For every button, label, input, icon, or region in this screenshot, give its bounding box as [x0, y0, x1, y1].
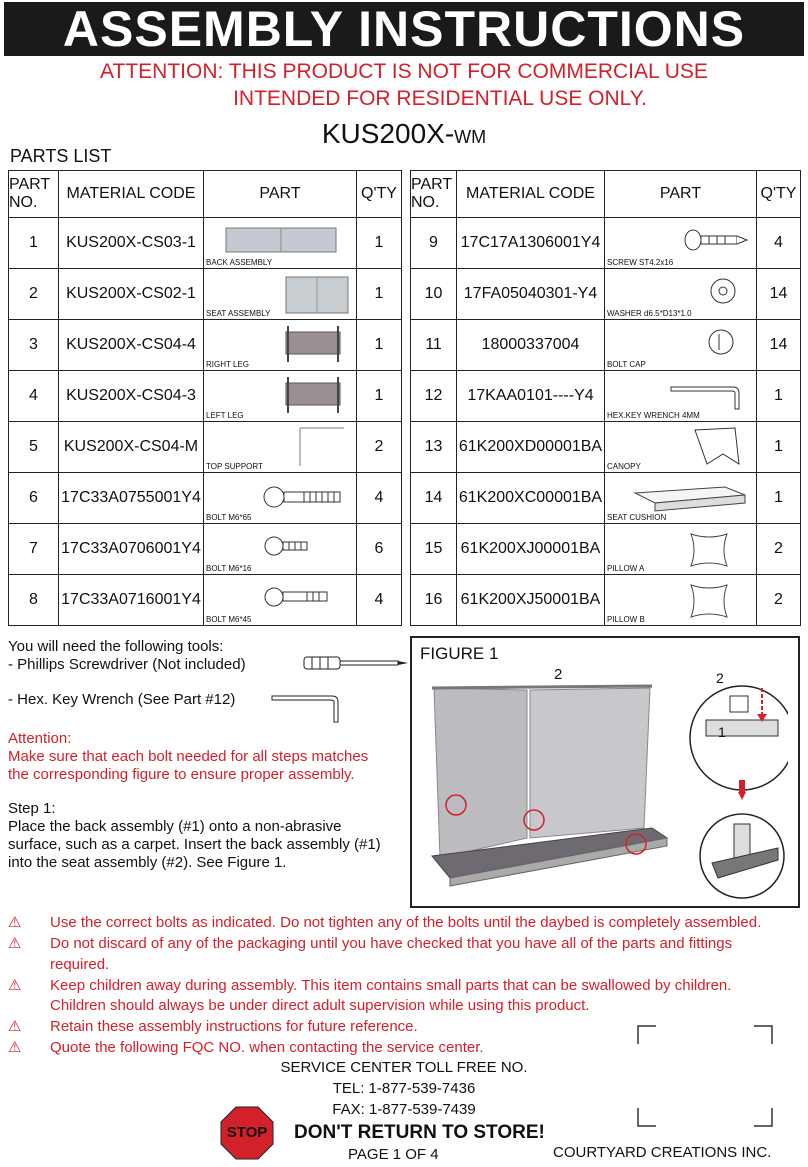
screwdriver-icon [302, 652, 412, 674]
part-number: 4 [9, 371, 59, 422]
tool-hex-key: - Hex. Key Wrench (See Part #12) [8, 691, 236, 708]
assembly-illustration [422, 678, 788, 900]
part-image-cell [204, 320, 357, 371]
company-name: COURTYARD CREATIONS INC. [553, 1144, 772, 1161]
warning-4: ⚠ Retain these assembly instructions for future reference. [8, 1018, 418, 1035]
col-part-no: PART NO. [9, 171, 59, 218]
part-number: 12 [411, 371, 457, 422]
page-number: PAGE 1 OF 4 [348, 1146, 439, 1163]
part-image-cell [204, 269, 357, 320]
document-title-banner: ASSEMBLY INSTRUCTIONS [4, 2, 804, 56]
attention-line-1: Make sure that each bolt needed for all steps matches [8, 748, 369, 765]
step-line-2: surface, such as a carpet. Insert the back assembly (#1) [8, 836, 381, 853]
col-qty: Q'TY [357, 171, 402, 218]
part-image-cell [605, 473, 757, 524]
model-suffix: WM [454, 127, 487, 147]
material-code: KUS200X-CS04-4 [59, 320, 204, 371]
tools-section [8, 638, 381, 872]
part-quantity: 4 [757, 218, 801, 269]
part-label: PILLOW B [607, 615, 645, 624]
figure-title: FIGURE 1 [420, 644, 499, 663]
attention-commercial-line: ATTENTION: THIS PRODUCT IS NOT FOR COMMERCIAL USE [100, 60, 708, 83]
part-row-16 [411, 575, 801, 626]
part-quantity: 4 [357, 575, 402, 626]
part-label: LEFT LEG [206, 411, 244, 420]
part-number: 9 [411, 218, 457, 269]
part-quantity: 1 [357, 218, 402, 269]
part-row-13 [411, 422, 801, 473]
part-image-cell [204, 524, 357, 575]
part-quantity: 1 [757, 371, 801, 422]
part-label: SEAT CUSHION [607, 513, 667, 522]
part-image-cell [605, 575, 757, 626]
step-line-3: into the seat assembly (#2). See Figure 1. [8, 854, 287, 871]
parts-list-title: PARTS LIST [10, 146, 112, 166]
part-image-cell [605, 269, 757, 320]
part-quantity: 4 [357, 473, 402, 524]
warning-icon: ⚠ [8, 1039, 22, 1056]
figure-label-seat: 2 [554, 666, 563, 683]
tool-screwdriver: - Phillips Screwdriver (Not included) [8, 656, 246, 673]
part-number: 5 [9, 422, 59, 473]
part-image-cell [605, 320, 757, 371]
part-image-cell [605, 524, 757, 575]
part-quantity: 2 [357, 422, 402, 473]
part-number: 7 [9, 524, 59, 575]
part-number: 14 [411, 473, 457, 524]
part-quantity: 2 [757, 524, 801, 575]
warning-icon: ⚠ [8, 935, 22, 952]
material-code: KUS200X-CS02-1 [59, 269, 204, 320]
hex-key-icon [270, 690, 350, 726]
col-part: PART [204, 171, 357, 218]
step-heading: Step 1: [8, 800, 56, 817]
part-number: 11 [411, 320, 457, 371]
part-row-14 [411, 473, 801, 524]
stop-sign-text: STOP [226, 1124, 268, 1141]
part-label: SCREW ST4.2x16 [607, 258, 674, 267]
material-code: KUS200X-CS04-3 [59, 371, 204, 422]
part-label: RIGHT LEG [206, 360, 249, 369]
part-number: 8 [9, 575, 59, 626]
material-code: 61K200XD00001BA [457, 422, 605, 473]
warning-icon: ⚠ [8, 1018, 22, 1035]
part-row-6 [9, 473, 402, 524]
part-number: 6 [9, 473, 59, 524]
part-label: BOLT M6*65 [206, 513, 252, 522]
part-row-5 [9, 422, 402, 473]
part-number: 3 [9, 320, 59, 371]
col-part: PART [605, 171, 757, 218]
part-number: 16 [411, 575, 457, 626]
part-label: PILLOW A [607, 564, 645, 573]
part-row-11 [411, 320, 801, 371]
part-quantity: 1 [357, 320, 402, 371]
col-qty: Q'TY [757, 171, 801, 218]
service-fax: FAX: 1-877-539-7439 [332, 1101, 476, 1118]
part-number: 13 [411, 422, 457, 473]
material-code: 61K200XJ00001BA [457, 524, 605, 575]
material-code: 17C33A0706001Y4 [59, 524, 204, 575]
attention-line-2: the corresponding figure to ensure proper assembly. [8, 766, 355, 783]
part-label: BOLT M6*16 [206, 564, 252, 573]
part-row-7 [9, 524, 402, 575]
part-number: 2 [9, 269, 59, 320]
col-part-no: PART NO. [411, 171, 457, 218]
detail-label-seat: 2 [716, 670, 724, 686]
part-quantity: 1 [757, 473, 801, 524]
parts-table-left [8, 170, 402, 626]
warning-3-continued: Children should always be under direct adult supervision while using this product. [50, 997, 590, 1014]
part-row-15 [411, 524, 801, 575]
part-row-3 [9, 320, 402, 371]
col-material-code: MATERIAL CODE [457, 171, 605, 218]
material-code: 17KAA0101----Y4 [457, 371, 605, 422]
part-label: SEAT ASSEMBLY [206, 309, 271, 318]
part-label: BOLT M6*45 [206, 615, 252, 624]
attention-heading: Attention: [8, 730, 72, 747]
part-label: BACK ASSEMBLY [206, 258, 273, 267]
warning-icon: ⚠ [8, 914, 22, 931]
material-code: 17C33A0716001Y4 [59, 575, 204, 626]
model-number: KUS200X-WM [321, 118, 487, 149]
part-row-1 [9, 218, 402, 269]
part-row-8 [9, 575, 402, 626]
attention-residential-line: INTENDED FOR RESIDENTIAL USE ONLY. [233, 87, 647, 110]
col-material-code: MATERIAL CODE [59, 171, 204, 218]
part-number: 15 [411, 524, 457, 575]
figure-1 [410, 636, 800, 908]
service-center-title: SERVICE CENTER TOLL FREE NO. [280, 1059, 528, 1076]
part-quantity: 14 [757, 269, 801, 320]
material-code: 17C33A0755001Y4 [59, 473, 204, 524]
material-code: 61K200XJ50001BA [457, 575, 605, 626]
part-label: BOLT CAP [607, 360, 646, 369]
warning-5: ⚠ Quote the following FQC NO. when contacting the service center. [8, 1039, 484, 1056]
material-code: 17C17A1306001Y4 [457, 218, 605, 269]
step-line-1: Place the back assembly (#1) onto a non-abrasive [8, 818, 342, 835]
part-row-10 [411, 269, 801, 320]
part-image-cell [204, 422, 357, 473]
part-quantity: 6 [357, 524, 402, 575]
part-row-4 [9, 371, 402, 422]
part-label: WASHER d6.5*D13*1.0 [607, 309, 692, 318]
part-image-cell [605, 218, 757, 269]
part-row-9 [411, 218, 801, 269]
parts-table-right [410, 170, 801, 626]
warning-2: ⚠ Do not discard of any of the packaging until you have checked that you have all of the parts and fittings [8, 935, 733, 952]
part-label: TOP SUPPORT [206, 462, 263, 471]
part-row-2 [9, 269, 402, 320]
part-row-12 [411, 371, 801, 422]
service-tel: TEL: 1-877-539-7436 [332, 1080, 476, 1097]
part-image-cell [204, 473, 357, 524]
warning-icon: ⚠ [8, 977, 22, 994]
part-label: HEX.KEY WRENCH 4MM [607, 411, 700, 420]
material-code: KUS200X-CS03-1 [59, 218, 204, 269]
part-number: 1 [9, 218, 59, 269]
material-code: 18000337004 [457, 320, 605, 371]
tools-intro: You will need the following tools: [8, 638, 224, 655]
material-code: 61K200XC00001BA [457, 473, 605, 524]
part-quantity: 1 [357, 269, 402, 320]
part-quantity: 1 [357, 371, 402, 422]
part-image-cell [204, 218, 357, 269]
part-image-cell [204, 575, 357, 626]
part-image-cell [204, 371, 357, 422]
part-image-cell [605, 422, 757, 473]
material-code: 17FA05040301-Y4 [457, 269, 605, 320]
warning-3: ⚠ Keep children away during assembly. This item contains small parts that can be swallowed by children. [8, 977, 732, 994]
part-label: CANOPY [607, 462, 641, 471]
part-number: 10 [411, 269, 457, 320]
dont-return-notice: DON'T RETURN TO STORE! [294, 1122, 545, 1143]
part-quantity: 2 [757, 575, 801, 626]
material-code: KUS200X-CS04-M [59, 422, 204, 473]
warning-2-continued: required. [50, 956, 110, 973]
detail-label-back: 1 [718, 724, 726, 740]
part-image-cell [605, 371, 757, 422]
part-quantity: 14 [757, 320, 801, 371]
part-quantity: 1 [757, 422, 801, 473]
warning-1: ⚠ Use the correct bolts as indicated. Do not tighten any of the bolts until the daybed is completely assembled. [8, 914, 762, 931]
